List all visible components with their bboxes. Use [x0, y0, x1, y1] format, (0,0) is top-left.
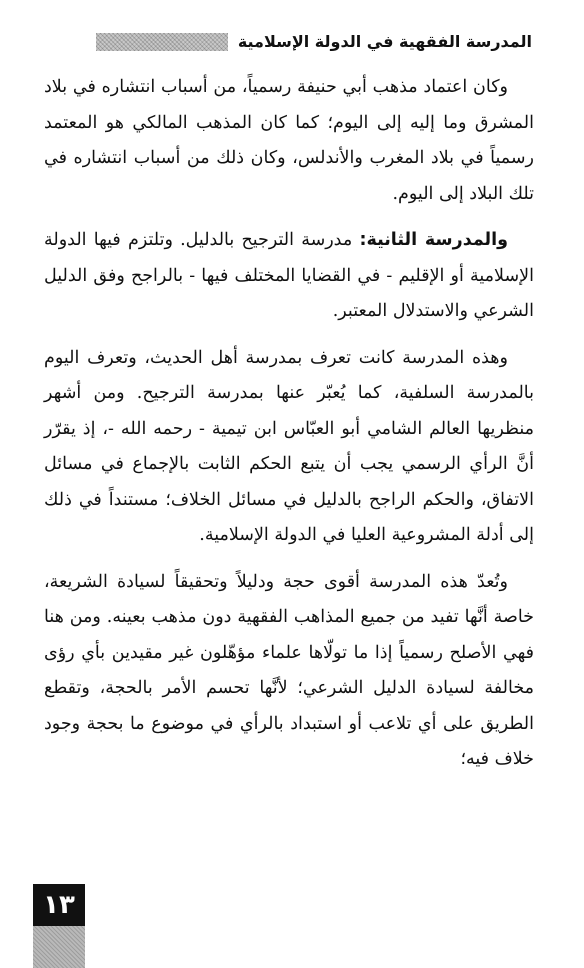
paragraph-1-text: وكان اعتماد مذهب أبي حنيفة رسمياً، من أسباب انتشاره في بلاد المشرق وما إليه إلى اليوم؛ كما كان المذهب المالكي هو المعتمد رسمياً في بلاد المغرب والأندلس، وكان ذلك من أسباب انتشاره في تلك البلاد إلى اليوم. — [44, 77, 534, 204]
running-header — [96, 28, 532, 56]
paragraph-4-text: وتُعدّ هذه المدرسة أقوى حجة ودليلاً وتحقيقاً لسيادة الشريعة، خاصة أنَّها تفيد من جميع المذاهب الفقهية دون مذهب بعينه. ومن هنا فهي الأصلح رسمياً إذا ما تولّاها علماء مؤهّلون غير مقيدين بأي رؤى مخالفة لسيادة الدليل الشرعي؛ لأنَّها تحسم الأمر بالحجة، وتقطع الطريق على أي تلاعب أو استبداد بالرأي في موضوع ما بحجة وجود خلاف فيه؛ — [44, 571, 534, 769]
body-text — [44, 70, 534, 778]
page-number: ١٣ — [33, 884, 85, 926]
paragraph-2 — [44, 223, 534, 330]
page-number-block — [33, 884, 85, 968]
paragraph-3 — [44, 341, 534, 554]
header-decorative-bar — [96, 33, 228, 51]
paragraph-2-lead: والمدرسة الثانية: — [359, 230, 509, 250]
paragraph-3-text: وهذه المدرسة كانت تعرف بمدرسة أهل الحديث، وتعرف اليوم بالمدرسة السلفية، كما يُعبّر عنها بمدرسة الترجيح. ومن أشهر منظريها العالم الشامي أبو العبّاس ابن تيمية - رحمه الله -، إذ يقرّر أنَّ الرأي الرسمي يجب أن يتبع الحكم الثابت بالإجماع في مسائل الاتفاق، والحكم الراجح بالدليل في مسائل الخلاف؛ مستنداً في ذلك إلى أدلة المشروعية العليا في الدولة الإسلامية. — [44, 347, 534, 545]
paragraph-2-text: مدرسة الترجيح بالدليل. وتلتزم فيها الدولة الإسلامية أو الإقليم - في القضايا المختلف فيها - بالراجح وفق الدليل الشرعي والاستدلال المعتبر. — [44, 230, 534, 321]
paragraph-1 — [44, 70, 534, 212]
running-header-title: المدرسة الفقهية في الدولة الإسلامية — [237, 32, 532, 51]
paragraph-4 — [44, 565, 534, 778]
